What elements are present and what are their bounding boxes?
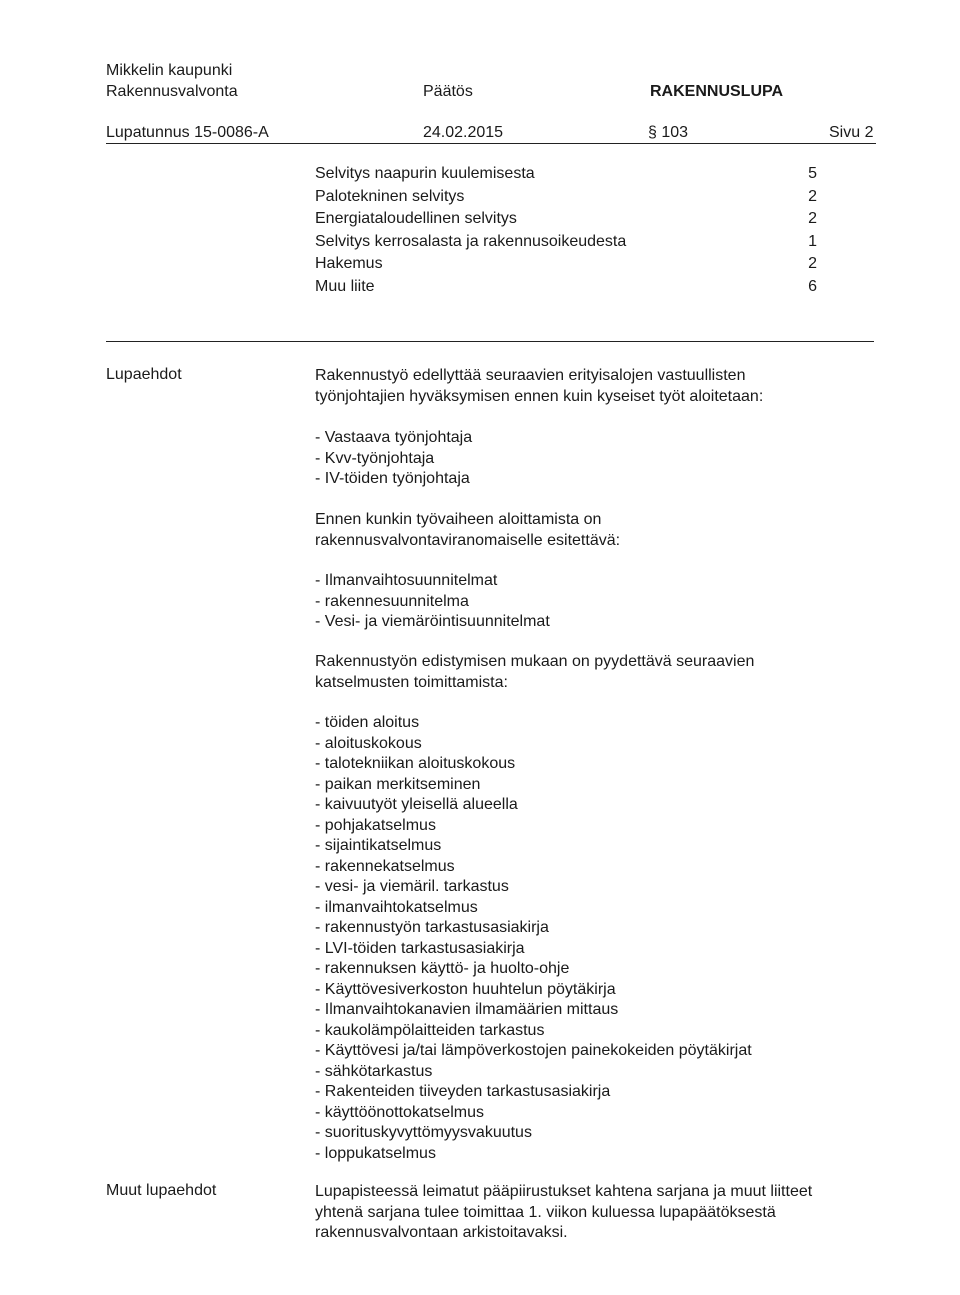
list-item: - kaivuutyöt yleisellä alueella: [315, 796, 518, 813]
plans-intro: [315, 510, 620, 551]
list-item: - Käyttövesiverkoston huuhtelun pöytäkirja: [315, 980, 616, 998]
lupaehdot-intro: [315, 366, 763, 407]
list-item: - aloituskokous: [315, 734, 422, 752]
list-item: - vesi- ja viemäril. tarkastus: [315, 878, 509, 895]
text-line: yhtenä sarjana tulee toimittaa 1. viikon kuluessa lupapäätöksestä: [315, 1203, 776, 1221]
intro-line: Rakennustyön edistymisen mukaan on pyydettävä seuraavien: [315, 653, 755, 670]
attachment-row: [315, 163, 817, 186]
list-item: - Kvv-työnjohtaja: [315, 449, 435, 467]
attachment-name: Hakemus: [315, 255, 383, 272]
attachment-count: 2: [808, 210, 817, 227]
attachment-name: Energiataloudellinen selvitys: [315, 210, 517, 227]
list-item: - rakennesuunnitelma: [315, 592, 469, 610]
list-item: - loppukatselmus: [315, 1144, 436, 1162]
list-item: - Vesi- ja viemäröintisuunnitelmat: [315, 613, 550, 630]
text-line: rakennusvalvontaan arkistoitavaksi.: [315, 1224, 568, 1241]
attachment-row: [315, 208, 817, 231]
lupaehdot-label: Lupaehdot: [106, 366, 182, 383]
attachment-name: Palotekninen selvitys: [315, 187, 465, 205]
attachment-count: 5: [808, 165, 817, 182]
list-item: - Käyttövesi ja/tai lämpöverkostojen painekokeiden pöytäkirjat: [315, 1042, 752, 1059]
page-number: Sivu 2: [829, 124, 874, 141]
attachment-row: [315, 276, 817, 299]
list-item: - Rakenteiden tiiveyden tarkastusasiakirja: [315, 1083, 611, 1100]
attachment-count: 6: [808, 277, 817, 295]
list-item: - paikan merkitseminen: [315, 775, 481, 793]
list-item: - rakennekatselmus: [315, 857, 455, 875]
document-type: Päätös: [423, 83, 473, 100]
inspections-list: [315, 713, 752, 1164]
list-item: - sähkötarkastus: [315, 1062, 433, 1080]
list-item: - suorituskyvyttömyysvakuutus: [315, 1124, 532, 1141]
attachment-name: Muu liite: [315, 277, 375, 295]
muut-lupaehdot-label: Muut lupaehdot: [106, 1182, 217, 1199]
attachments-list: [315, 163, 817, 298]
section-divider: [106, 341, 874, 342]
permit-id: Lupatunnus 15-0086-A: [106, 124, 269, 141]
supervisor-list: [315, 428, 472, 490]
plans-list: [315, 571, 550, 633]
intro-line: Rakennustyö edellyttää seuraavien erityisalojen vastuullisten: [315, 367, 746, 384]
list-item: - Ilmanvaihtosuunnitelmat: [315, 572, 498, 589]
list-item: - käyttöönottokatselmus: [315, 1103, 484, 1121]
intro-line: katselmusten toimittamista:: [315, 673, 508, 691]
list-item: - talotekniikan aloituskokous: [315, 755, 516, 772]
inspections-intro: [315, 652, 754, 693]
list-item: - rakennuksen käyttö- ja huolto-ohje: [315, 960, 570, 977]
list-item: - Vastaava työnjohtaja: [315, 429, 473, 446]
org-name: Mikkelin kaupunki: [106, 62, 233, 79]
list-item: - LVI-töiden tarkastusasiakirja: [315, 939, 525, 957]
muut-lupaehdot-text: [315, 1182, 812, 1244]
section-number: § 103: [648, 124, 689, 141]
attachment-name: Selvitys kerrosalasta ja rakennusoikeudesta: [315, 232, 627, 250]
list-item: - rakennustyön tarkastusasiakirja: [315, 919, 549, 936]
document-title: RAKENNUSLUPA: [650, 83, 784, 100]
attachment-count: 2: [808, 255, 817, 272]
attachment-row: [315, 231, 817, 254]
list-item: - Ilmanvaihtokanavien ilmamäärien mittaus: [315, 1001, 619, 1018]
list-item: - IV-töiden työnjohtaja: [315, 470, 470, 487]
intro-line: työnjohtajien hyväksymisen ennen kuin kyseiset työt aloitetaan:: [315, 387, 764, 405]
intro-line: Ennen kunkin työvaiheen aloittamista on: [315, 511, 602, 528]
intro-line: rakennusvalvontaviranomaiselle esitettävä:: [315, 531, 621, 549]
attachment-count: 2: [808, 187, 817, 205]
attachment-count: 1: [808, 232, 817, 250]
header-rule: [106, 143, 876, 144]
list-item: - kaukolämpölaitteiden tarkastus: [315, 1021, 545, 1039]
attachment-row: [315, 253, 817, 276]
list-item: - töiden aloitus: [315, 714, 420, 731]
list-item: - ilmanvaihtokatselmus: [315, 898, 478, 916]
decision-date: 24.02.2015: [423, 124, 504, 141]
attachment-row: [315, 186, 817, 209]
attachment-name: Selvitys naapurin kuulemisesta: [315, 165, 535, 182]
list-item: - sijaintikatselmus: [315, 837, 442, 854]
text-line: Lupapisteessä leimatut pääpiirustukset kahtena sarjana ja muut liitteet: [315, 1183, 813, 1200]
list-item: - pohjakatselmus: [315, 816, 436, 834]
department-name: Rakennusvalvonta: [106, 83, 238, 100]
